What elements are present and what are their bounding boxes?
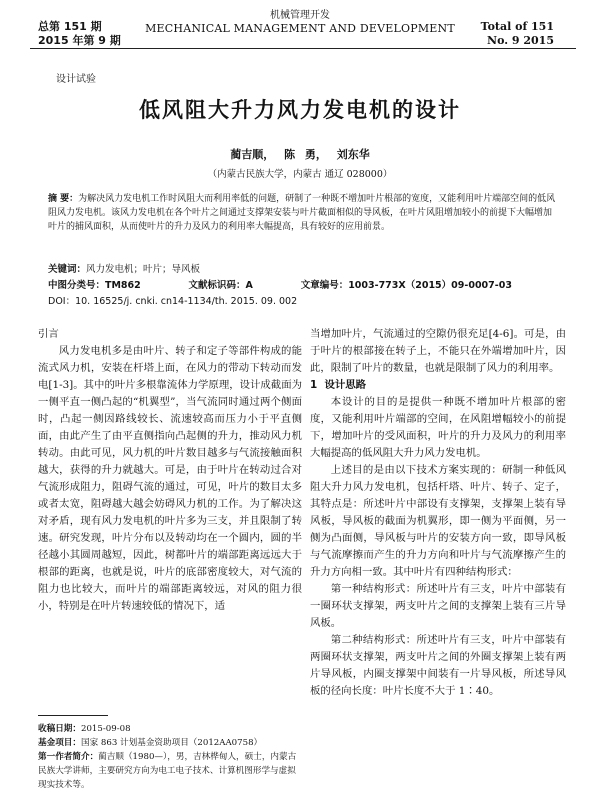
intro-heading: 引言 [38,328,59,340]
keywords [48,262,558,277]
author-bio [38,750,300,792]
design-paragraph: 上述目的是由以下技术方案实现的：研制一种低风阻大升力风力发电机，包括杆塔、叶片、转子、定子，其特点是：所述叶片中部设有支撑架，支撑架上装有导风板，导风板的截面为机翼形，即一侧为平面侧，另一侧为凸面侧，导风板与叶片的安装方向一致，即导风板与气流摩擦而产生的升力方向和叶片与气流摩擦产生的升力方向相一致。其中叶片有四种结构形式： [310,464,566,578]
design-paragraph: 第一种结构形式：所述叶片有三支，叶片中部装有一圈环状支撑架，两支叶片之间的支撑架上装有三片导风板。 [310,583,566,629]
abstract [48,192,558,234]
abstract-label: 摘 要： [48,194,79,204]
keywords-label: 关键词： [48,264,87,275]
footnotes [38,722,300,792]
fund-label: 基金项目： [38,738,81,748]
header-total-issue: 总第 151 期 [38,20,102,33]
journal-name-en: MECHANICAL MANAGEMENT AND DEVELOPMENT [145,22,455,35]
right-column [310,326,566,700]
design-paragraph: 第二种结构形式：所述叶片有三支，叶片中部装有两圈环状支撑架，两支叶片之间的外圈支撑架上装有两片导风板，内圈支撑架中间装有一片导风板，所述导风板的径向长度：叶片长度不大于 1∶40。 [310,634,566,697]
header-year-issue: 2015 年第 9 期 [38,34,121,47]
keywords-text: 风力发电机；叶片；导风板 [86,264,201,275]
section-1-number: 1 [310,379,318,391]
fund-value: 国家 863 计划基金资助项目（2012AA0758） [80,738,263,748]
document-code: 文献标识码：A [188,280,253,291]
header-rule [30,48,576,49]
classification-line [48,278,558,293]
author-bio-label: 第一作者简介： [38,752,99,762]
article-number: 文章编号：1003-773X（2015）09-0007-03 [300,280,512,291]
fund-info [38,736,300,750]
footnote-rule [38,715,108,716]
intro-continuation: 当增加叶片，气流通过的空隙仍很充足[4-6]。可是，由于叶片的根部接在转子上，不能只在外端增加叶片，因此，限制了叶片的数量，也就是限制了风力的利用率。 [310,328,566,374]
header-total-en: Total of 151 [480,20,554,33]
doi: DOI：10. 16525/j. cnki. cn14-1134/th. 2015. 09. 002 [48,296,298,307]
section-1-title: 设计思路 [324,379,367,391]
paper-title: 低风阻大升力风力发电机的设计 [139,98,461,122]
authors: 蔺吉顺， 陈 勇， 刘东华 [230,148,370,161]
received-label: 收稿日期： [38,724,81,734]
left-column [38,326,302,615]
author-bio-value: 蔺吉顺（1980—），男，吉林桦甸人，硕士，内蒙古民族大学讲师，主要研究方向为电工电子技术、计算机图形学与虚拟现实技术等。 [38,752,297,790]
clc-number: 中图分类号：TM862 [48,280,141,291]
abstract-text: 为解决风力发电机工作时风阻大而利用率低的问题，研制了一种既不增加叶片根部的宽度，又能利用叶片端部空间的低风阻风力发电机。该风力发电机在各个叶片之间通过支撑架安装与叶片截面相似的导风板，在叶片风阻增加较小的前提下大幅增加叶片的捕风面积，从而使叶片的升力及风力的利用率大幅提高，具有较好的应用前景。 [48,194,556,232]
section-label: 设计试验 [56,74,96,85]
header-number-en: No. 9 2015 [487,34,554,47]
intro-paragraph: 风力发电机多是由叶片、转子和定子等部件构成的能流式风力机，安装在杆塔上面，在风力的带动下转动而发电[1-3]。其中的叶片多根靠流体力学原理，设计成截面为一侧平直一侧凸起的“机翼型”，当气流同时通过两个侧面时，凸起一侧因路线较长、流速较高而压力小于平直侧面，由此产生了由平直侧指向凸起侧的升力，推动风力机转动。由此可见，风力机的叶片数目越多与气流接触面积越大，获得的升力就越大。可是，由于叶片在转动过合对气流形成阻力，阻碍气流的通过，可见，叶片的数目太多或者太宽，阻碍越大越会妨碍风力机的工作。为了解决这对矛盾，现有风力发电机的叶片多为三支，并且限制了转速。研究发现，叶片分布以及转动均在一个圆内，圆的半径越小其圆周越短，因此，树都叶片的端部距离远远大于根部的距离，也就是说，叶片的底部密度较大，对气流的阻力也比较大，而叶片的端部距离较远，对风的阻力很小，特别是在叶片转速较低的情况下，适 [38,345,302,612]
affiliation: （内蒙古民族大学，内蒙古 通辽 028000） [207,169,393,180]
section-1-heading [310,377,566,394]
header-issue-en [481,20,554,48]
received-date [38,722,300,736]
received-value: 2015-09-08 [80,724,131,734]
design-paragraph: 本设计的目的是提供一种既不增加叶片根部的密度，又能利用叶片端部的空间，在风阻增幅较小的前提下，增加叶片的受风面积，叶片的升力及风力的利用率大幅提高的低风阻大升力风力发电机。 [310,396,566,459]
journal-name-cn: 机械管理开发 [270,10,330,21]
